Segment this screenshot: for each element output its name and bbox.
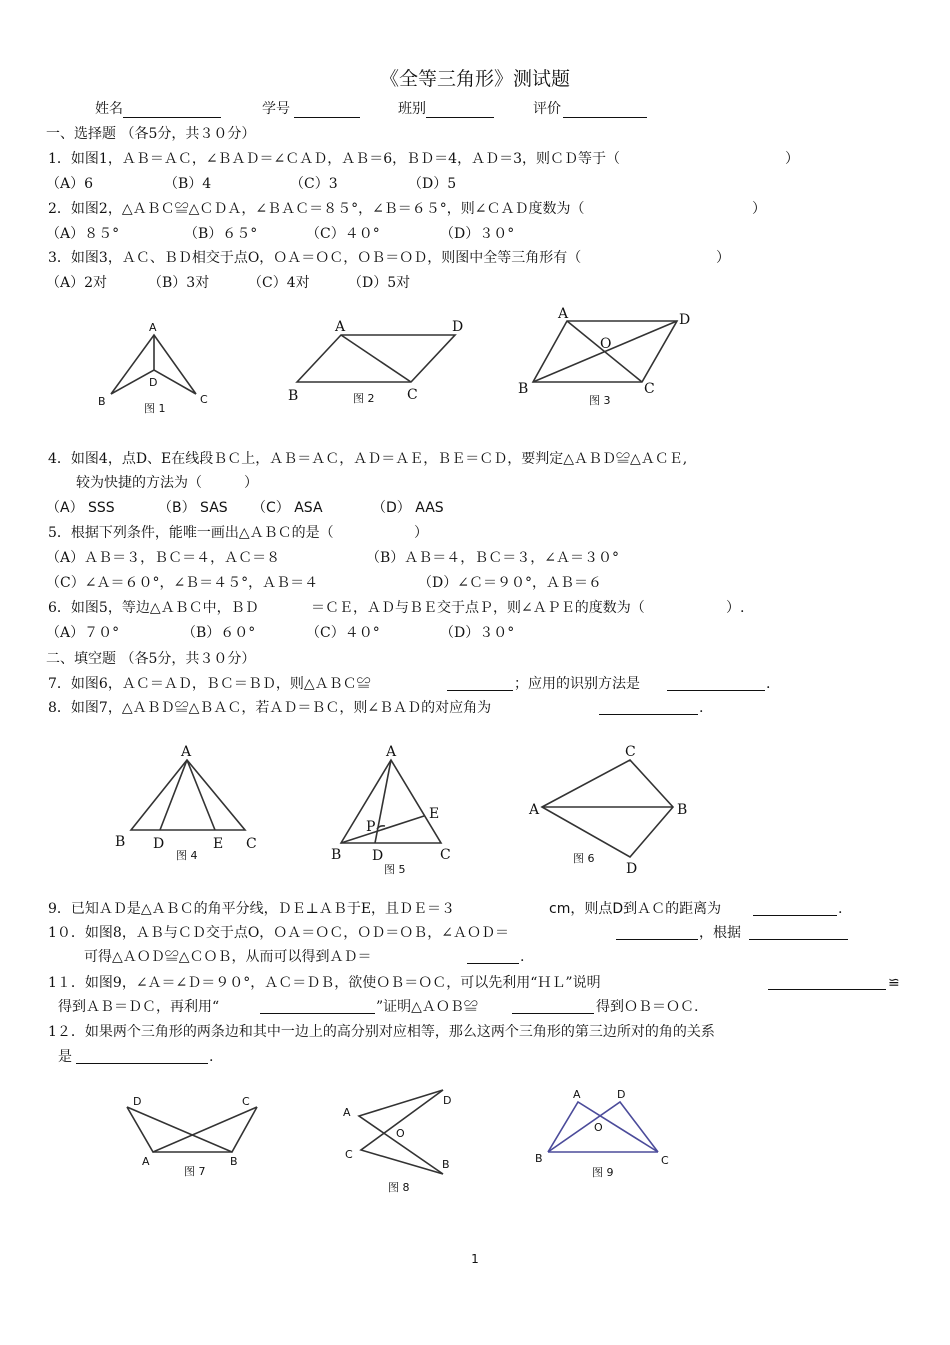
q4-option-a: （A） SSS bbox=[46, 500, 115, 516]
q1-option-c: （C）3 bbox=[290, 176, 338, 192]
fig9-label-o: O bbox=[594, 1121, 603, 1134]
class-label: 班别 bbox=[398, 101, 426, 117]
question-8: 8．如图7，△ＡＢＤ≌△ＢＡＣ，若ＡＤ＝ＢＣ，则∠ＢＡＤ的对应角为 bbox=[48, 700, 492, 716]
fig5-label-p: P bbox=[366, 819, 376, 835]
fig9-label-d: D bbox=[617, 1088, 626, 1101]
q6-option-d: （D）３０° bbox=[440, 625, 515, 641]
fig9-label-b: B bbox=[535, 1152, 543, 1165]
fig9-caption: 图 9 bbox=[592, 1166, 614, 1179]
fig8-label-d: D bbox=[443, 1094, 452, 1107]
fig5-label-a: A bbox=[386, 744, 397, 760]
question-12: 1２．如果两个三角形的两条边和其中一边上的高分别对应相等，那么这两个三角形的第三边所对的角的关系 bbox=[48, 1024, 715, 1040]
fig4-triangle bbox=[131, 760, 245, 830]
fig2-caption: 图 2 bbox=[353, 392, 375, 405]
fig8-label-b: B bbox=[442, 1158, 450, 1171]
fig5-label-c: C bbox=[440, 847, 451, 863]
figure-6 bbox=[542, 760, 673, 857]
fig9-label-a: A bbox=[573, 1088, 581, 1101]
fig4-label-d: D bbox=[153, 836, 165, 852]
fig3-label-d: D bbox=[679, 312, 691, 328]
question-11-cont: ”证明△ＡＯＢ≌ bbox=[376, 999, 478, 1015]
id-label: 学号 bbox=[262, 101, 290, 117]
q3-option-d: （D）5对 bbox=[348, 275, 411, 291]
fig2-diagonal bbox=[341, 335, 411, 382]
fig9-bac bbox=[548, 1102, 658, 1152]
question-6: 6．如图5，等边△ＡＢＣ中，ＢＤ bbox=[48, 600, 259, 616]
question-10: 1０．如图8，ＡＢ与ＣＤ交于点O，ＯＡ＝ＯＣ，ＯＤ＝ＯＢ，∠ＡＯＤ＝ bbox=[48, 925, 510, 941]
question-6-close: ）. bbox=[726, 600, 745, 616]
q2-option-a: （A）８５° bbox=[46, 226, 120, 242]
fig1-label-c: C bbox=[200, 393, 208, 406]
q4-option-b: （B） SAS bbox=[158, 500, 228, 516]
fig8-label-o: O bbox=[396, 1127, 405, 1140]
fig4-label-e: E bbox=[213, 836, 224, 852]
question-1: 1．如图1，ＡＢ＝ＡＣ，∠ＢＡＤ＝∠ＣＡＤ，ＡＢ＝6，ＢＤ＝4，ＡＤ＝3，则ＣＤ等于（ bbox=[48, 151, 620, 167]
q3-option-b: （B）3对 bbox=[148, 275, 210, 291]
question-3: 3．如图3，ＡＣ、ＢＤ相交于点O，ＯＡ＝ＯＣ，ＯＢ＝ＯＤ，则图中全等三角形有（ bbox=[48, 250, 582, 266]
question-11-line2: 得到ＡＢ＝ＤＣ，再利用“ bbox=[58, 999, 220, 1015]
section-2-heading: 二、填空题 （各5分，共３０分） bbox=[46, 651, 256, 667]
fig7-dbc bbox=[127, 1107, 257, 1152]
fig6-label-c: C bbox=[625, 744, 636, 760]
question-6-cont: ＝ＣＥ，ＡＤ与ＢＥ交于点Ｐ，则∠ＡＰＥ的度数为（ bbox=[311, 600, 645, 616]
q2-option-b: （B）６５° bbox=[184, 226, 258, 242]
page-number: 1 bbox=[471, 1252, 479, 1266]
question-10-cont: ，根据 bbox=[699, 925, 741, 941]
q4-option-d: （D） AAS bbox=[372, 500, 444, 516]
fig7-label-c: C bbox=[242, 1095, 250, 1108]
fig2-label-a: A bbox=[335, 319, 346, 335]
question-12-line2: 是 bbox=[58, 1049, 72, 1065]
q10-period: . bbox=[520, 949, 525, 965]
fig5-label-e: E bbox=[429, 806, 440, 822]
fig4-ae bbox=[187, 760, 215, 830]
fig3-label-c: C bbox=[644, 381, 655, 397]
page-title: 《全等三角形》测试题 bbox=[379, 68, 570, 90]
q5-option-a: （A）ＡＢ＝３，ＢＣ＝４，ＡＣ＝８ bbox=[46, 550, 281, 566]
fig7-label-b: B bbox=[230, 1155, 238, 1168]
question-11: 1１．如图9，∠Ａ＝∠Ｄ＝９０°，ＡＣ＝ＤＢ，欲使ＯＢ＝ＯＣ，可以先利用“ＨＬ”说明 bbox=[48, 975, 601, 991]
q2-option-c: （C）４０° bbox=[306, 226, 380, 242]
figure-5 bbox=[341, 760, 441, 843]
grade-label: 评价 bbox=[533, 101, 561, 117]
fig4-label-c: C bbox=[246, 836, 257, 852]
fig5-be bbox=[341, 816, 424, 843]
fig7-dab bbox=[127, 1107, 257, 1152]
fig7-label-d: D bbox=[133, 1095, 142, 1108]
q1-option-b: （B）4 bbox=[164, 176, 212, 192]
q3-option-c: （C）4对 bbox=[248, 275, 310, 291]
question-9: 9．已知ＡＤ是△ＡＢＣ的角平分线，ＤＥ⊥ＡＢ于E，且ＤＥ＝３ bbox=[48, 901, 456, 917]
fig2-label-b: B bbox=[288, 388, 299, 404]
fig6-caption: 图 6 bbox=[573, 852, 595, 865]
fig4-label-a: A bbox=[181, 744, 192, 760]
q9-period: . bbox=[838, 901, 843, 917]
question-5: 5．根据下列条件，能唯一画出△ＡＢＣ的是（ bbox=[48, 525, 334, 541]
fig1-caption: 图 1 bbox=[144, 402, 166, 415]
q5-option-d: （D）∠Ｃ＝９０°，ＡＢ＝６ bbox=[418, 575, 602, 591]
figure-4 bbox=[131, 760, 245, 830]
fig5-caption: 图 5 bbox=[384, 863, 406, 876]
question-9-cont: cm，则点D到ＡＣ的距离为 bbox=[549, 901, 722, 917]
q3-option-a: （A）2对 bbox=[46, 275, 108, 291]
q6-option-a: （A）７０° bbox=[46, 625, 120, 641]
fig3-caption: 图 3 bbox=[589, 394, 611, 407]
fig3-label-o: O bbox=[600, 336, 612, 352]
fig4-caption: 图 4 bbox=[176, 849, 198, 862]
fig2-label-c: C bbox=[407, 387, 418, 403]
q2-option-d: （D）３０° bbox=[440, 226, 515, 242]
fig7-caption: 图 7 bbox=[184, 1165, 206, 1178]
fig8-label-a: A bbox=[343, 1106, 351, 1119]
q5-option-b: （B）ＡＢ＝４，ＢＣ＝３，∠Ａ＝３０° bbox=[366, 550, 620, 566]
q7-period: . bbox=[766, 676, 771, 692]
q5-option-c: （C）∠Ａ＝６０°，∠Ｂ＝４５°，ＡＢ＝４ bbox=[46, 575, 319, 591]
fig8-caption: 图 8 bbox=[388, 1181, 410, 1194]
fig9-bdc bbox=[548, 1102, 658, 1152]
section-1-heading: 一、选择题 （各5分，共３０分） bbox=[46, 126, 256, 142]
q8-period: . bbox=[699, 700, 704, 716]
figure-9 bbox=[548, 1102, 658, 1152]
question-4-line2: 较为快捷的方法为（ bbox=[76, 475, 202, 491]
question-10-line2: 可得△ＡＯＤ≌△ＣＯＢ，从而可以得到ＡＤ＝ bbox=[84, 949, 372, 965]
fig8-label-c: C bbox=[345, 1148, 353, 1161]
question-5-close: ） bbox=[414, 525, 428, 541]
q6-option-c: （C）４０° bbox=[306, 625, 380, 641]
q12-period: . bbox=[209, 1049, 214, 1065]
name-label: 姓名 bbox=[95, 101, 123, 117]
question-7: 7．如图6，ＡＣ＝ＡＤ，ＢＣ＝ＢＤ，则△ＡＢＣ≌ bbox=[48, 676, 371, 692]
fig5-label-b: B bbox=[331, 847, 342, 863]
question-7-cont: ；应用的识别方法是 bbox=[514, 676, 640, 692]
fig6-label-b: B bbox=[677, 802, 688, 818]
fig1-label-d: D bbox=[149, 376, 158, 389]
question-4: 4．如图4，点D、E在线段ＢＣ上，ＡＢ＝ＡＣ，ＡＤ＝ＡＥ，ＢＥ＝ＣＤ，要判定△ＡＢＤ≌△ＡＣＥ, bbox=[48, 451, 688, 467]
question-2-close: ） bbox=[752, 201, 766, 217]
question-2: 2．如图2，△ＡＢＣ≌△ＣＤＡ，∠ＢＡＣ＝８５°，∠Ｂ＝６５°，则∠ＣＡＤ度数为（ bbox=[48, 201, 585, 217]
figure-7 bbox=[127, 1107, 257, 1152]
q6-option-b: （B）６０° bbox=[182, 625, 256, 641]
fig6-label-d: D bbox=[626, 861, 638, 877]
fig3-label-b: B bbox=[518, 381, 529, 397]
fig4-label-b: B bbox=[115, 834, 126, 850]
fig9-label-c: C bbox=[661, 1154, 669, 1167]
question-11-end: 得到ＯＢ＝ＯＣ. bbox=[596, 999, 699, 1015]
q11-congruent-symbol: ≌ bbox=[888, 975, 900, 991]
q1-option-d: （D）5 bbox=[408, 176, 457, 192]
fig4-ad bbox=[160, 760, 187, 830]
fig6-quadrilateral bbox=[542, 760, 673, 857]
fig6-label-a: A bbox=[529, 802, 540, 818]
fig2-label-d: D bbox=[452, 319, 464, 335]
question-3-close: ） bbox=[716, 250, 730, 266]
fig5-label-d: D bbox=[372, 848, 384, 864]
fig1-label-b: B bbox=[98, 395, 106, 408]
q4-option-c: （C） ASA bbox=[252, 500, 323, 516]
fig5-triangle bbox=[341, 760, 441, 843]
question-1-close: ） bbox=[785, 151, 799, 167]
fig3-label-a: A bbox=[558, 306, 569, 322]
figure-2 bbox=[297, 335, 455, 382]
q1-option-a: （A）6 bbox=[46, 176, 94, 192]
fig1-label-a: A bbox=[149, 321, 157, 334]
fig7-label-a: A bbox=[142, 1155, 150, 1168]
question-4-close: ） bbox=[244, 475, 258, 491]
